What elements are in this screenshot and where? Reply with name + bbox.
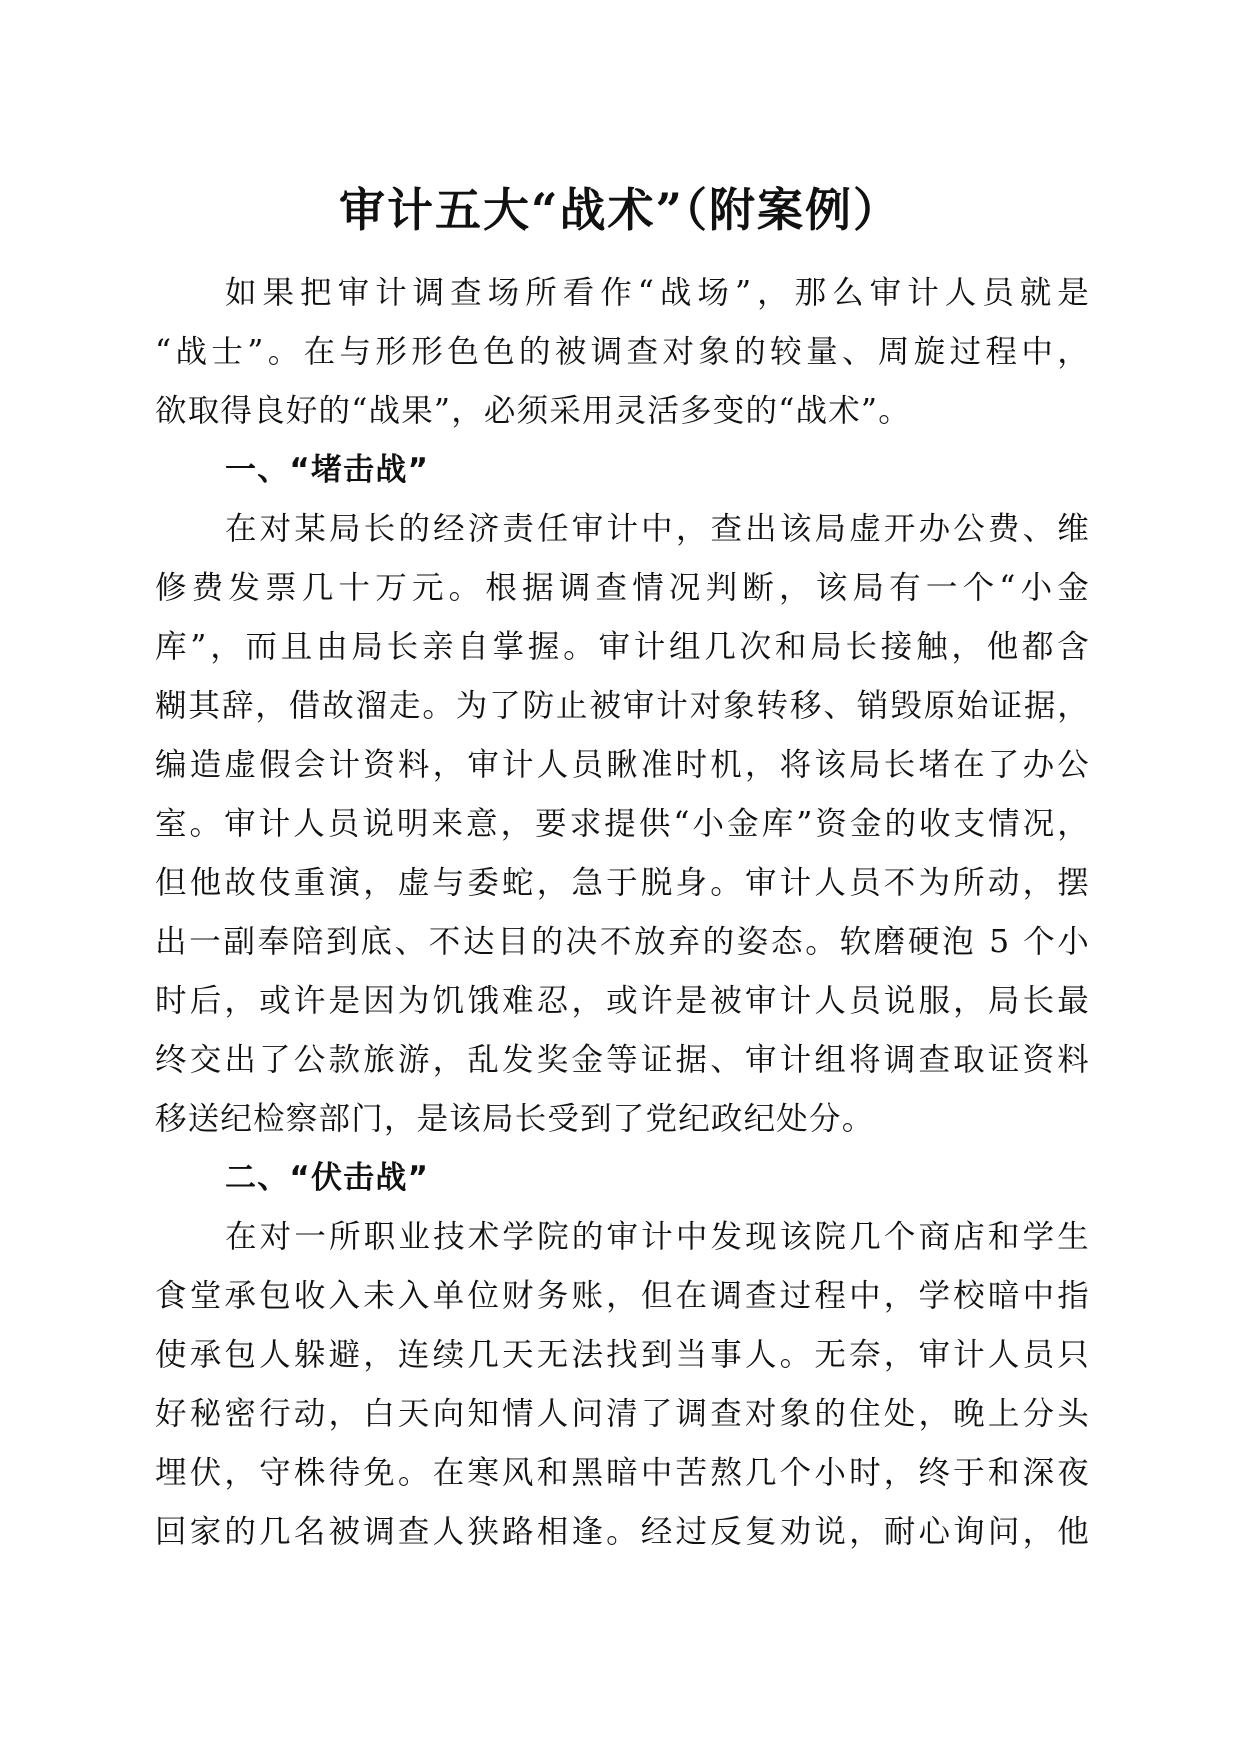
text-line: 回家的几名被调查人狭路相逢。经过反复劝说，耐心询问，他 (155, 1514, 1090, 1550)
text-line: 但他故伎重演，虚与委蛇，急于脱身。审计人员不为所动，摆 (155, 865, 1090, 901)
text-line: 在对某局长的经济责任审计中，查出该局虚开办公费、维 (225, 511, 1090, 547)
section-heading-2: 二、“伏击战” (225, 1160, 430, 1196)
text-line: 出一副奉陪到底、不达目的决不放弃的姿态。软磨硬泡 5 个小 (155, 924, 1090, 960)
document-title: 审计五大“战术”（附案例） (339, 183, 901, 237)
text-line: 移送纪检察部门，是该局长受到了党纪政纪处分。 (155, 1101, 875, 1137)
intro-paragraph (155, 264, 1090, 441)
text-line: 食堂承包收入未入单位财务账，但在调查过程中，学校暗中指 (155, 1278, 1090, 1314)
section-1-paragraph (155, 500, 1090, 1149)
section-2-paragraph (155, 1208, 1090, 1562)
text-line: 在对一所职业技术学院的审计中发现该院几个商店和学生 (225, 1219, 1090, 1255)
text-line: 使承包人躲避，连续几天无法找到当事人。无奈，审计人员只 (155, 1337, 1090, 1373)
text-line: 修费发票几十万元。根据调查情况判断，该局有一个“小金 (155, 570, 1090, 606)
section-heading-1: 一、“堵击战” (225, 452, 430, 488)
text-line: 时后，或许是因为饥饿难忍，或许是被审计人员说服，局长最 (155, 983, 1090, 1019)
text-line: 如果把审计调查场所看作“战场”，那么审计人员就是 (225, 275, 1090, 311)
text-line: 欲取得良好的“战果”，必须采用灵活多变的“战术”。 (155, 393, 911, 429)
document-body (155, 264, 1090, 1562)
text-line: 糊其辞，借故溜走。为了防止被审计对象转移、销毁原始证据， (155, 688, 1090, 724)
text-line: 编造虚假会计资料，审计人员瞅准时机，将该局长堵在了办公 (155, 747, 1090, 783)
text-line: 室。审计人员说明来意，要求提供“小金库”资金的收支情况， (155, 806, 1090, 842)
text-line: 库”，而且由局长亲自掌握。审计组几次和局长接触，他都含 (155, 629, 1090, 665)
text-line: 好秘密行动，白天向知情人问清了调查对象的住处，晚上分头 (155, 1396, 1090, 1432)
text-line: 埋伏，守株待免。在寒风和黑暗中苦熬几个小时，终于和深夜 (155, 1455, 1090, 1491)
text-line: “战士”。在与形形色色的被调查对象的较量、周旋过程中， (155, 334, 1090, 370)
text-line: 终交出了公款旅游，乱发奖金等证据、审计组将调查取证资料 (155, 1042, 1090, 1078)
